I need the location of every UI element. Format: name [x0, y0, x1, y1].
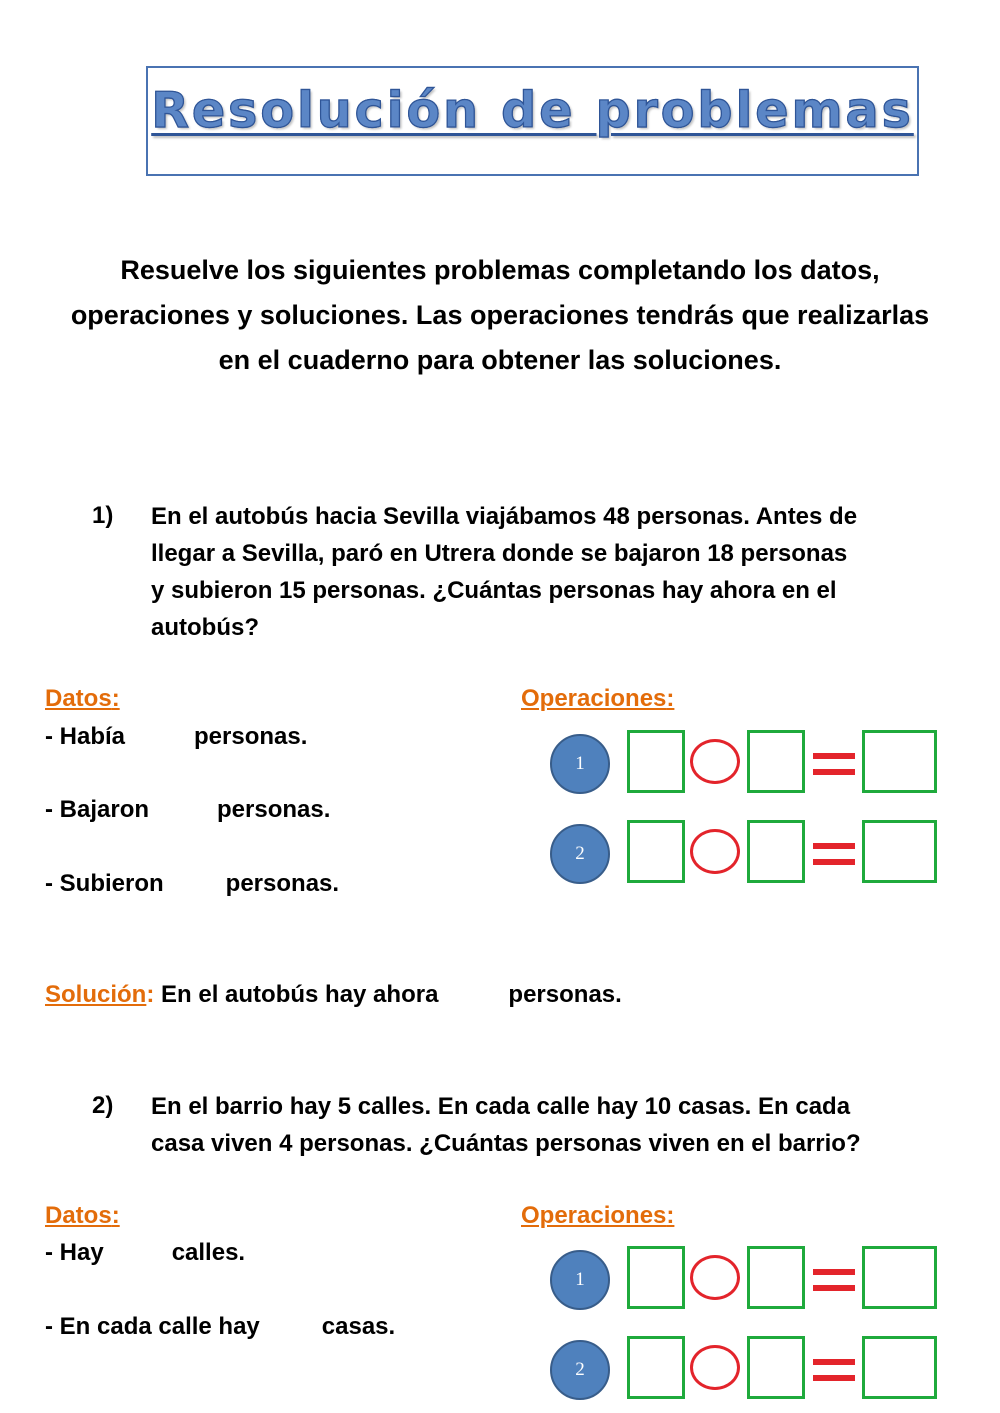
equals-icon [813, 769, 855, 775]
instructions: Resuelve los siguientes problemas completando los datos, operaciones y soluciones. Las operaciones tendrás que realizarlas en el cuaderno para obtener las soluciones. [70, 255, 930, 375]
datos-text: - En cada calle hay [45, 1313, 260, 1340]
datos-label: Datos [45, 1202, 112, 1229]
datos-unit: personas. [217, 796, 331, 823]
problem-2-line: casa viven 4 personas. ¿Cuántas personas viven en el barrio? [151, 1130, 861, 1157]
operand-box[interactable] [627, 730, 685, 793]
datos-colon: : [111, 1202, 120, 1229]
problem-1-line: llegar a Sevilla, paró en Utrera donde se bajaron 18 personas [151, 540, 848, 567]
operator-circle[interactable] [690, 1345, 740, 1390]
operation-row [550, 820, 950, 890]
operaciones-heading-2 [521, 1202, 674, 1230]
solution-unit: personas. [508, 981, 622, 1008]
operation-row [550, 730, 950, 800]
operation-row [550, 1336, 950, 1406]
datos-colon: : [111, 685, 120, 712]
operaciones-colon: : [666, 1202, 675, 1229]
datos-heading-1 [45, 685, 120, 713]
datos-text: - Había [45, 723, 126, 750]
operand-box[interactable] [627, 820, 685, 883]
step-badge: 2 [550, 1340, 610, 1400]
datos-label: Datos [45, 685, 112, 712]
operaciones-heading-1 [521, 685, 674, 713]
problem-1-number: 1) [92, 502, 114, 529]
equals-icon [813, 753, 855, 759]
datos-heading-2 [45, 1202, 120, 1230]
datos-line [45, 723, 307, 751]
solucion-colon: : [146, 981, 155, 1008]
datos-text: - Bajaron [45, 796, 150, 823]
solucion-label: Solución [45, 981, 147, 1008]
datos-text: - Subieron [45, 870, 164, 897]
equals-icon [813, 1359, 855, 1365]
equals-icon [813, 1269, 855, 1275]
problem-1-line: autobús? [151, 614, 259, 641]
equals-icon [813, 859, 855, 865]
result-box[interactable] [862, 1336, 937, 1399]
result-box[interactable] [862, 1246, 937, 1309]
datos-unit: casas. [321, 1313, 396, 1340]
solution-text: En el autobús hay ahora [161, 981, 439, 1008]
result-box[interactable] [862, 820, 937, 883]
equals-icon [813, 843, 855, 849]
page-title: Resolución de problemas [151, 82, 914, 139]
operaciones-label: Operaciones [521, 685, 667, 712]
datos-line [45, 1313, 395, 1341]
step-badge: 1 [550, 1250, 610, 1310]
solution-line [45, 981, 622, 1009]
equals-icon [813, 1375, 855, 1381]
operand-box[interactable] [627, 1336, 685, 1399]
problem-2-number: 2) [92, 1092, 114, 1119]
operand-box[interactable] [747, 820, 805, 883]
operand-box[interactable] [627, 1246, 685, 1309]
datos-unit: personas. [225, 870, 340, 897]
operator-circle[interactable] [690, 1255, 740, 1300]
operator-circle[interactable] [690, 829, 740, 874]
datos-text: - Hay [45, 1239, 104, 1266]
operand-box[interactable] [747, 1336, 805, 1399]
problem-1-line: En el autobús hacia Sevilla viajábamos 48 personas. Antes de [151, 503, 858, 530]
operaciones-colon: : [666, 685, 675, 712]
datos-unit: personas. [194, 723, 308, 750]
equals-icon [813, 1285, 855, 1291]
datos-line [45, 870, 339, 898]
operand-box[interactable] [747, 1246, 805, 1309]
operation-row [550, 1246, 950, 1316]
operator-circle[interactable] [690, 739, 740, 784]
problem-1-line: y subieron 15 personas. ¿Cuántas personas hay ahora en el [151, 577, 837, 604]
datos-unit: calles. [171, 1239, 246, 1266]
operand-box[interactable] [747, 730, 805, 793]
result-box[interactable] [862, 730, 937, 793]
problem-1-statement [151, 498, 951, 646]
datos-line [45, 796, 330, 824]
problem-2-line: En el barrio hay 5 calles. En cada calle hay 10 casas. En cada [151, 1093, 851, 1120]
problem-2-statement [151, 1088, 951, 1162]
title-box [146, 66, 919, 176]
step-badge: 2 [550, 824, 610, 884]
step-badge: 1 [550, 734, 610, 794]
operaciones-label: Operaciones [521, 1202, 667, 1229]
datos-line [45, 1239, 245, 1267]
